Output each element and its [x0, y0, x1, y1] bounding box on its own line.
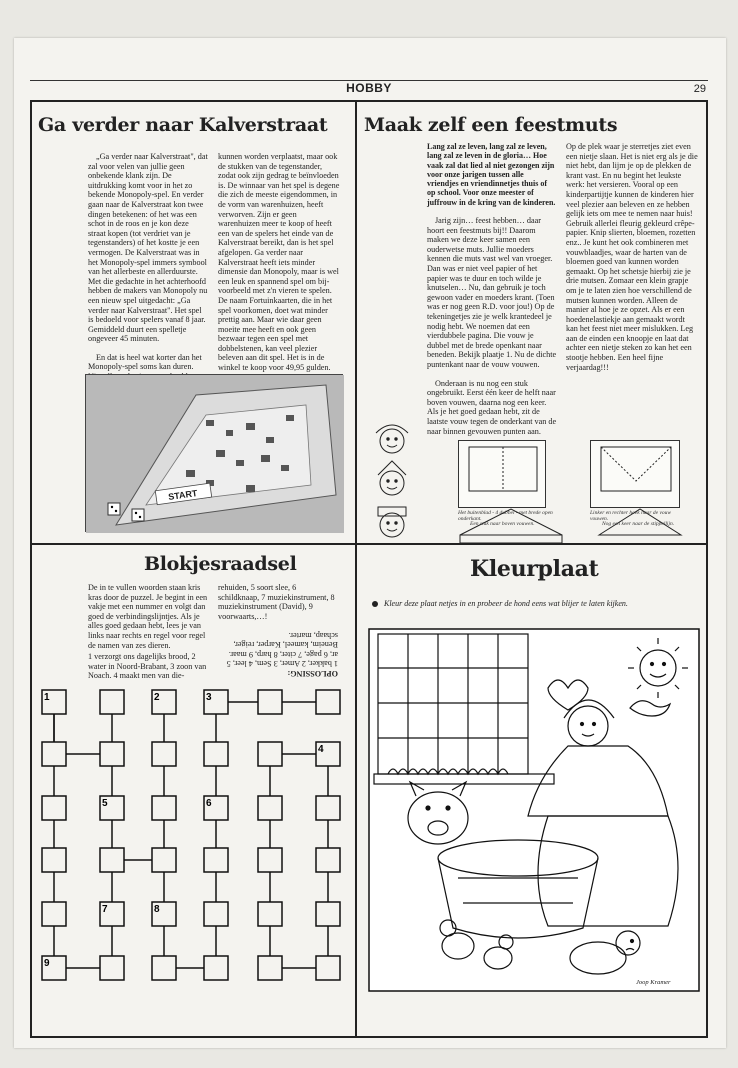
puzzle-box[interactable]	[316, 848, 340, 872]
board-game-photo	[85, 374, 343, 532]
solution-text: 1 bakker, 2 Amer, 3 Sem, 4 leer, 5 ar, 6 page, 7 citer, 8 harp, 9 maar. Beneim, kameel, Karper, reiger, schaap, marter.	[226, 630, 338, 669]
puzzle-box[interactable]	[152, 796, 176, 820]
puzzle-box[interactable]	[100, 848, 124, 872]
puzzle-box[interactable]	[204, 742, 228, 766]
board-start-label: START	[167, 488, 199, 503]
kalverstraat-col-1	[88, 152, 208, 370]
puzzle-box[interactable]	[316, 796, 340, 820]
center-divider	[355, 100, 357, 1038]
puzzle-number: 7	[102, 904, 108, 915]
puzzle-grid	[36, 684, 354, 1024]
blokjes-col-1	[88, 583, 208, 681]
fold-figure-1	[458, 440, 546, 508]
puzzle-box[interactable]	[204, 902, 228, 926]
puzzle-box[interactable]	[152, 956, 176, 980]
blokjes-clues-2: rehuiden, 5 soort slee, 6 schildknaap, 7 muziekinstrument, 8 muziekinstrument (David), 9 voorwaarts,…!	[218, 583, 335, 621]
feestmuts-para: Onderaan is nu nog een stuk ongebruikt. Eerst één keer de helft naar boven vouwen, daarna nog een keer. Als je het goed gedaan hebt, zit de laatste vouw tegen de onderkant van de naar binnen gevouwen punten aan.	[427, 378, 557, 436]
feestmuts-para: Op de plek waar je sterretjes ziet even een nietje slaan. Het is niet erg als je die niet hebt, dan lijm je op de plekken de krant vast. En nu begint het leukste werk: het versieren. Vooral op een kinderpartijtje kunnen de kinderen hier veel plezier aan beleven en ze hebben gelijk iets om mee te nemen naar huis! Gebruik allerlei fleurig gekleurd crêpe-papier. Knip slierten, bloemen, rozetten enz.. Je kunt het ook combineren met vouwblaadjes, waar de harten van de bloemen goed van kunnen worden gemaakt. Op het schetsje hierbij zie je drie mutsen. Zomaar een klein grapje om je te laten zien hoe verschillend de mutsen kunnen worden. Alleen de manier al hoe je ze opzet. Als er een hoedenelastiekje aan gemaakt wordt kan het feest niet meer mislukken. Leg aan de einden een knoopje en laat dat achter een nietje steken zo kan het een stootje hebben. Een heel fijne verjaardag!!!	[566, 142, 698, 372]
kleurplaat-caption	[372, 599, 628, 608]
puzzle-box[interactable]	[152, 742, 176, 766]
fold-diagram-2	[591, 441, 681, 509]
coloring-picture	[368, 628, 700, 992]
puzzle-box[interactable]	[204, 848, 228, 872]
puzzle-number: 5	[102, 798, 108, 809]
blokjes-col-2	[218, 583, 338, 628]
puzzle-box[interactable]	[100, 742, 124, 766]
feestmuts-intro: Lang zal ze leven, lang zal ze leven, lang zal ze leven in de gloria… Hoe vaak zal dat lied al niet gezongen zijn voor onze jarigen tussen alle vriendjes en vriendinnetjes thuis of op school. Voor onze meester of juffrouw in de kring van de kinderen.	[427, 142, 556, 207]
puzzle-number: 6	[206, 798, 212, 809]
kalverstraat-para: „Ga verder naar Kalverstraat", dat zal voor velen van jullie geen onbekende klank zijn. De uitdrukking komt voor in het zo bekende Monopoly-spel. En verder gaan naar de Kalverstraat kon twee dingen betekenen: of het was een schot in de roos en je kon deze straat kopen (tot verdriet van je tegenstanders) of het kostte je een vermogen. De Kalverstraat was in het Monopoly-spel immers symbool van het allerbeste en allerduurste. Met die gedachte in het achterhoofd hebben de makers van Monopoly nu een nieuw spel uitgedacht: „Ga verder naar Kalverstraat". Het spel is bedoeld voor spelers vanaf 8 jaar. Gemiddeld duurt een spelletje ongeveer 45 minuten.	[88, 152, 208, 344]
kleurplaat-caption-text: Kleur deze plaat netjes in en probeer de hond eens wat blijer te laten kijken.	[384, 599, 628, 608]
feestmuts-col-2	[566, 142, 698, 442]
artist-signature: Joop Kramer	[636, 979, 671, 986]
puzzle-box[interactable]	[316, 956, 340, 980]
fold-caption-2: Linker en rechter hoek naar de vouw vouwen.	[590, 510, 672, 522]
kalverstraat-col-2	[218, 152, 340, 373]
fold-figure-2	[590, 440, 680, 508]
puzzle-box[interactable]	[258, 902, 282, 926]
puzzle-number: 3	[206, 692, 212, 703]
puzzle-box[interactable]	[42, 796, 66, 820]
puzzle-box[interactable]	[204, 956, 228, 980]
header-rule-bottom	[30, 100, 708, 102]
hat-children-illustration	[362, 413, 422, 543]
feestmuts-para: Jarig zijn… feest hebben… daar hoort een feestmuts bij!! Daarom maken we deze keer samen een ouderwetse muts. Jullie moeders kennen die muts vast wel van vroeger. Dan was er niet veel papier of het papier was te duur en toch wilde je knutselen… Nu, dan gebruik je toch gewoon vader en moeders krant. (Toen was er nog geen R.D. voor jou!) Op de tekeningetjes zie je welk krantedeel je nodig hebt. We noemen dat een vierdubbele pagina. Die vouw je dubbel met de brede openkant naar beneden. Bekijk plaatje 1. Nu de dichte puntenkant naar de vouw vouwen.	[427, 216, 557, 369]
frame-left	[30, 100, 32, 1038]
puzzle-number: 4	[318, 744, 324, 755]
kalverstraat-para: kunnen worden verplaatst, maar ook de stukken van de tegenstander, zodat ook zijn gedrag te beïnvloeden is. De winnaar van het spel is degene die zich de meeste eigendommen, in de vorm van warenhuizen, heeft verworven. Zijn er geen warenhuizen meer te koop of heeft een van de spelers het einde van de Kalverstraat bereikt, dan is het spel afgelopen. Ga verder naar Kalverstraat heeft iets minder dimensie dan Monopoly, maar is wel een leuk en spannend spel om bij-voorbeeld met z'n vieren te spelen. De naam Fortuinkaarten, die in het spel voorkomen, doet wat minder prettig aan. Maar wie daar geen moeite mee heeft en ook geen bezwaar tegen een spel met dobbelstenen, kan veel plezier beleven aan dit spel. Het is in de winkel te koop voor 49,95 gulden.	[218, 152, 340, 373]
frame-right	[706, 100, 708, 1038]
puzzle-box[interactable]	[42, 902, 66, 926]
blokjes-intro: De in te vullen woorden staan kris kras door de puzzel. Je begint in een vakje met een nummer en volgt dan goed de verbindingslijntjes. Als je alles goed gedaan hebt, lees je van links naar rechts en regel voor regel de namen van zes dieren.	[88, 583, 208, 650]
solution-upside-down	[218, 628, 338, 678]
kleurplaat-headline: Kleurplaat	[470, 556, 599, 582]
section-title: HOBBY	[346, 81, 392, 95]
puzzle-box[interactable]	[42, 742, 66, 766]
fold-caption-4: Nog een keer naar de stippellijn.	[602, 521, 675, 527]
puzzle-box[interactable]	[42, 848, 66, 872]
puzzle-box[interactable]	[258, 690, 282, 714]
puzzle-box[interactable]	[100, 956, 124, 980]
fold-caption-3: Een stuk naar boven vouwen.	[470, 521, 535, 527]
kalverstraat-headline: Ga verder naar Kalverstraat	[38, 114, 328, 136]
puzzle-box[interactable]	[152, 848, 176, 872]
puzzle-number: 2	[154, 692, 160, 703]
puzzle-box[interactable]	[258, 742, 282, 766]
puzzle-box[interactable]	[316, 902, 340, 926]
blokjes-headline: Blokjesraadsel	[144, 553, 297, 575]
fold-caption-1: Het buitenblad - 4 dubbel - met brede open onderkant.	[458, 510, 553, 522]
fold-diagram-1	[459, 441, 547, 509]
puzzle-box[interactable]	[258, 848, 282, 872]
bullet-icon	[372, 601, 378, 607]
solution-label: OPLOSSING:	[287, 669, 338, 678]
puzzle-number: 8	[154, 904, 160, 915]
page-number: 29	[693, 83, 706, 95]
frame-bottom	[30, 1036, 708, 1038]
puzzle-box[interactable]	[258, 956, 282, 980]
puzzle-box[interactable]	[258, 796, 282, 820]
kalverstraat-para: En dat is heel wat korter dan het Monopoly-spel soms kan duren.	[88, 352, 202, 372]
puzzle-box[interactable]	[316, 690, 340, 714]
feestmuts-headline: Maak zelf een feestmuts	[364, 114, 618, 136]
blokjes-clues-1: 1 verzorgt ons dagelijks brood, 2 water in Noord-Brabant, 3 zoon van Noach. 4 maakt men van die-	[88, 652, 207, 681]
feestmuts-col-1	[427, 142, 557, 442]
puzzle-number: 1	[44, 692, 50, 703]
board-game-illustration	[86, 375, 344, 533]
puzzle-number: 9	[44, 958, 50, 969]
puzzle-box[interactable]	[100, 690, 124, 714]
